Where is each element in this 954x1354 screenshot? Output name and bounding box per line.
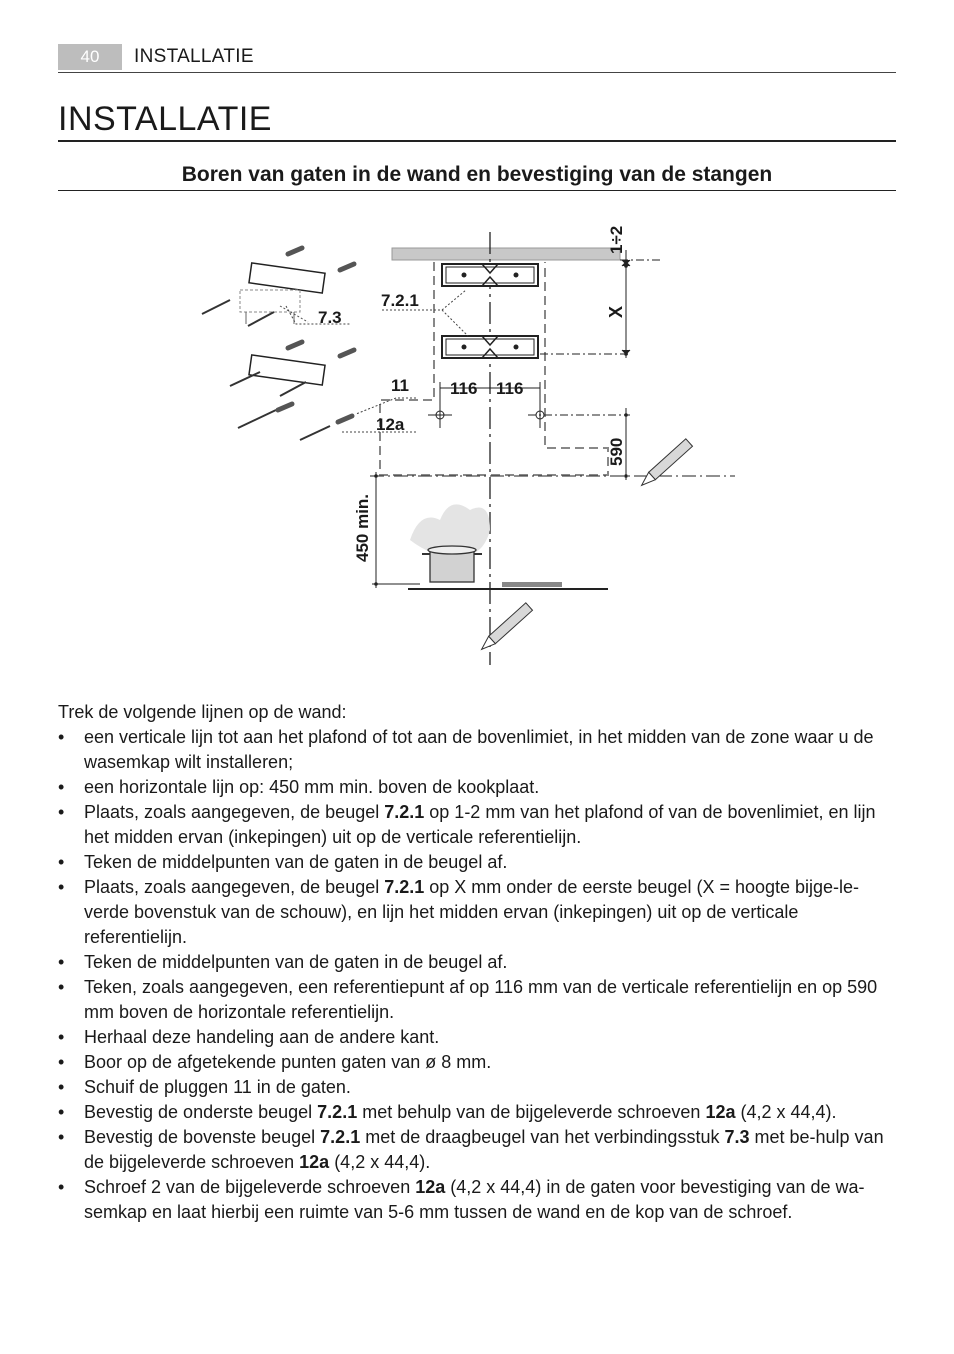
step-text: (4,2 x 44,4). — [329, 1152, 431, 1172]
step-text: (4,2 x 44,4) in de gaten voor bevestiging van de wa-semkap en laat hierbij een ruimte van 5-6 mm tussen de wand en de kop van de schroef. — [84, 1177, 865, 1222]
instruction-step — [58, 1125, 898, 1175]
part-reference: 7.2.1 — [320, 1127, 361, 1147]
instruction-steps — [58, 725, 898, 1225]
step-text: met de draagbeugel van het verbindingsstuk — [360, 1127, 725, 1147]
instruction-step — [58, 950, 898, 975]
step-text: een verticale lijn tot aan het plafond of tot aan de bovenlimiet, in het midden van de zone waar u de wasemkap wilt installeren; — [84, 727, 874, 772]
lower-bracket — [442, 336, 538, 358]
part-reference: 12a — [705, 1102, 736, 1122]
step-text: met be-hulp van de bijgeleverde schroeven — [84, 1127, 884, 1172]
dim-tick — [624, 413, 628, 417]
dim-450-label: 450 min. — [353, 493, 372, 562]
step-text: Schroef 2 van de bijgeleverde schroeven — [84, 1177, 416, 1197]
instruction-step — [58, 1100, 898, 1125]
upper-bracket — [442, 264, 538, 286]
dim-tick — [624, 352, 628, 356]
step-text: op 1-2 mm van het plafond of van de bovenlimiet, en lijn het midden ervan (inkepingen) uit op de verticale referentielijn. — [84, 802, 876, 847]
page-title: INSTALLATIE — [58, 100, 896, 142]
dim-116-left-label: 116 — [450, 379, 478, 398]
instruction-step — [58, 800, 898, 850]
label-11: 11 — [391, 376, 409, 395]
instructions — [58, 700, 898, 1225]
dim-116-right-label: 116 — [496, 379, 524, 398]
instruction-step — [58, 875, 898, 950]
exploded-lower-bracket — [230, 342, 354, 440]
step-text: op X mm onder de eerste beugel (X = hoogte bijge-le-verde bovenstuk van de schouw), en lijn het midden ervan (inkepingen) uit op de verticale referentielijn. — [84, 877, 860, 947]
part-reference: 7.2.1 — [384, 877, 425, 897]
dim-tick — [624, 474, 628, 478]
instruction-step — [58, 850, 898, 875]
step-text: een horizontale lijn op: 450 mm min. boven de kookplaat. — [84, 777, 540, 797]
installation-diagram — [190, 210, 750, 680]
page-header — [58, 44, 896, 73]
step-text: met behulp van de bijgeleverde schroeven — [357, 1102, 706, 1122]
step-text: Teken de middelpunten van de gaten in de beugel af. — [84, 852, 508, 872]
dim-1-2-label: 1÷2 — [607, 225, 626, 254]
part-reference: 7.2.1 — [317, 1102, 358, 1122]
instructions-intro: Trek de volgende lijnen op de wand: — [58, 702, 347, 722]
part-reference: 12a — [415, 1177, 446, 1197]
ceiling-bar — [392, 248, 620, 260]
instruction-step — [58, 775, 898, 800]
step-text: Plaats, zoals aangegeven, de beugel — [84, 802, 385, 822]
step-text: Plaats, zoals aangegeven, de beugel — [84, 877, 385, 897]
step-text: Schuif de pluggen 11 in de gaten. — [84, 1077, 351, 1097]
instruction-step — [58, 1050, 898, 1075]
step-text: Teken de middelpunten van de gaten in de beugel af. — [84, 952, 508, 972]
dim-tick — [624, 264, 628, 268]
part-reference: 7.3 — [724, 1127, 750, 1147]
label-7-2-1: 7.2.1 — [381, 291, 419, 310]
step-text: Bevestig de bovenste beugel — [84, 1127, 321, 1147]
installation-diagram-svg — [190, 210, 750, 680]
step-text: (4,2 x 44,4). — [735, 1102, 837, 1122]
step-text: Teken, zoals aangegeven, een referentiepunt af op 116 mm van de verticale referentielijn en op 590 mm boven de horizontale referentielijn. — [84, 977, 878, 1022]
pencil-icon — [478, 603, 532, 653]
label-7-3: 7.3 — [318, 308, 342, 327]
step-text: Boor op de afgetekende punten gaten van ø 8 mm. — [84, 1052, 492, 1072]
part-reference: 7.2.1 — [384, 802, 425, 822]
instruction-step — [58, 1025, 898, 1050]
dim-x-label: X — [606, 305, 626, 318]
instruction-step — [58, 975, 898, 1025]
instruction-step — [58, 1175, 898, 1225]
part-reference: 12a — [299, 1152, 330, 1172]
dim-590-label: 590 — [607, 437, 626, 466]
step-text: Bevestig de onderste beugel — [84, 1102, 318, 1122]
page-number: 40 — [58, 44, 122, 70]
instruction-step — [58, 725, 898, 775]
pot-illustration — [410, 504, 490, 582]
step-text: Herhaal deze handeling aan de andere kant. — [84, 1027, 440, 1047]
dim-tick — [374, 474, 378, 478]
header-section-label: INSTALLATIE — [134, 46, 254, 67]
pencil-icon — [638, 439, 692, 489]
section-subheading: Boren van gaten in de wand en bevestiging van de stangen — [58, 158, 896, 191]
label-12a: 12a — [376, 415, 405, 434]
instruction-step — [58, 1075, 898, 1100]
